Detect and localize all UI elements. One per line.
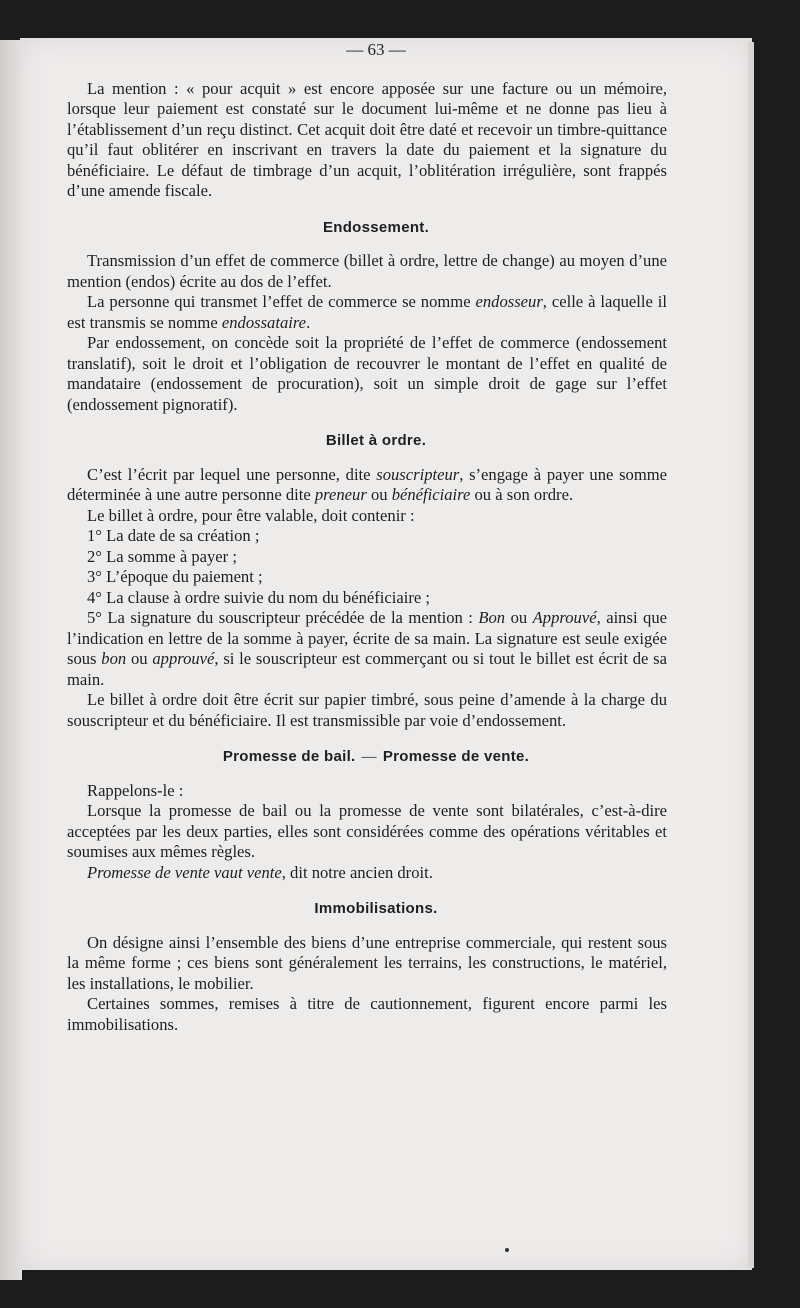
speck: [505, 1248, 509, 1252]
section-title-endossement: Endossement.: [322, 218, 430, 236]
billet-paragraph-3: Le billet à ordre doit être écrit sur papier timbré, sous peine d’amende à la charge du souscripteur et du bénéficiaire. Il est transmissible par voie d’endossement.: [67, 690, 667, 730]
list-item-5: 5° La signature du souscripteur précédée de la mention : Bon ou Approuvé, ainsi que l’indication en lettre de la somme à payer, écrite de sa main. La signature est seule exigée sous bon ou approuvé, si le souscripteur est commerçant ou si tout le billet est écrit de sa main.: [67, 608, 667, 689]
billet-paragraph-2: Le billet à ordre, pour être valable, doit contenir :: [87, 505, 415, 525]
section-title-billet: Billet à ordre.: [325, 432, 427, 449]
section-title-promesse: Promesse de bail. — Promesse de vente.: [222, 748, 530, 765]
term-endossataire: endossataire: [221, 312, 307, 332]
section-title-immobilisations: Immobilisations.: [314, 900, 438, 917]
list-item: 2° La somme à payer ;: [87, 546, 237, 566]
term-endosseur: endosseur: [475, 292, 543, 311]
promesse-paragraph-2: Lorsque la promesse de bail ou la promesse de vente sont bilatérales, c’est-à-dire acceptées par les deux parties, elles sont considérées comme des opérations véritables et soumises aux mêmes règles.: [67, 801, 667, 861]
term-preneur: preneur: [314, 485, 367, 504]
maxim: Promesse de vente vaut vente: [87, 862, 282, 882]
list-item: 1° La date de sa création ;: [87, 526, 260, 545]
term-souscripteur: souscripteur: [376, 464, 460, 484]
term-beneficiaire: bénéficiaire: [391, 485, 471, 504]
promesse-paragraph-3: Promesse de vente vaut vente, dit notre ancien droit.: [87, 862, 433, 882]
endossement-paragraph-3: Par endossement, on concède soit la propriété de l’effet de commerce (endossement translatif), soit le droit et l’obligation de recouvrer le montant de l’effet en qualité de mandataire (endossement de procuration), soit un simple droit de gage sur l’effet (endossement pignoratif).: [67, 333, 667, 414]
immobilisations-paragraph-1: On désigne ainsi l’ensemble des biens d’une entreprise commerciale, qui restent sous la même forme ; ces biens sont généralement les terrains, les constructions, le matériel, les installations, le mobilier.: [67, 932, 667, 993]
list-item: 3° L’époque du paiement ;: [87, 567, 263, 586]
immobilisations-paragraph-2: Certaines sommes, remises à titre de cautionnement, figurent encore parmi les immobilisations.: [67, 994, 667, 1034]
endossement-paragraph-2: La personne qui transmet l’effet de commerce se nomme endosseur, celle à laquelle il est transmis se nomme endossataire.: [67, 292, 667, 332]
page-number: — 63 —: [346, 40, 406, 59]
facing-page-edge: [0, 40, 22, 1280]
endossement-paragraph-1: Transmission d’un effet de commerce (billet à ordre, lettre de change) au moyen d’une mention (endos) écrite au dos de l’effet.: [67, 251, 667, 291]
billet-paragraph-1: C’est l’écrit par lequel une personne, dite souscripteur, s’engage à payer une somme déterminée à une autre personne dite preneur ou bénéficiaire ou à son ordre.: [67, 464, 667, 504]
intro-paragraph: La mention : « pour acquit » est encore apposée sur une facture ou un mémoire, lorsque leur paiement est constaté sur le document lui-même et ne donne pas lieu à l’établissement d’un reçu distinct. Cet acquit doit être daté et recevoir un timbre-quittance qu’il faut oblitérer en inscrivant en travers la date du paiement et la signature du bénéficiaire. Le défaut de timbrage d’un acquit, l’oblitération irrégulière, sont frappés d’une amende fiscale.: [67, 78, 667, 200]
page-edge: [748, 42, 754, 1268]
page-content: [67, 40, 667, 1035]
promesse-paragraph-1: Rappelons-le :: [87, 780, 184, 800]
list-item: 4° La clause à ordre suivie du nom du bénéficiaire ;: [87, 587, 430, 607]
